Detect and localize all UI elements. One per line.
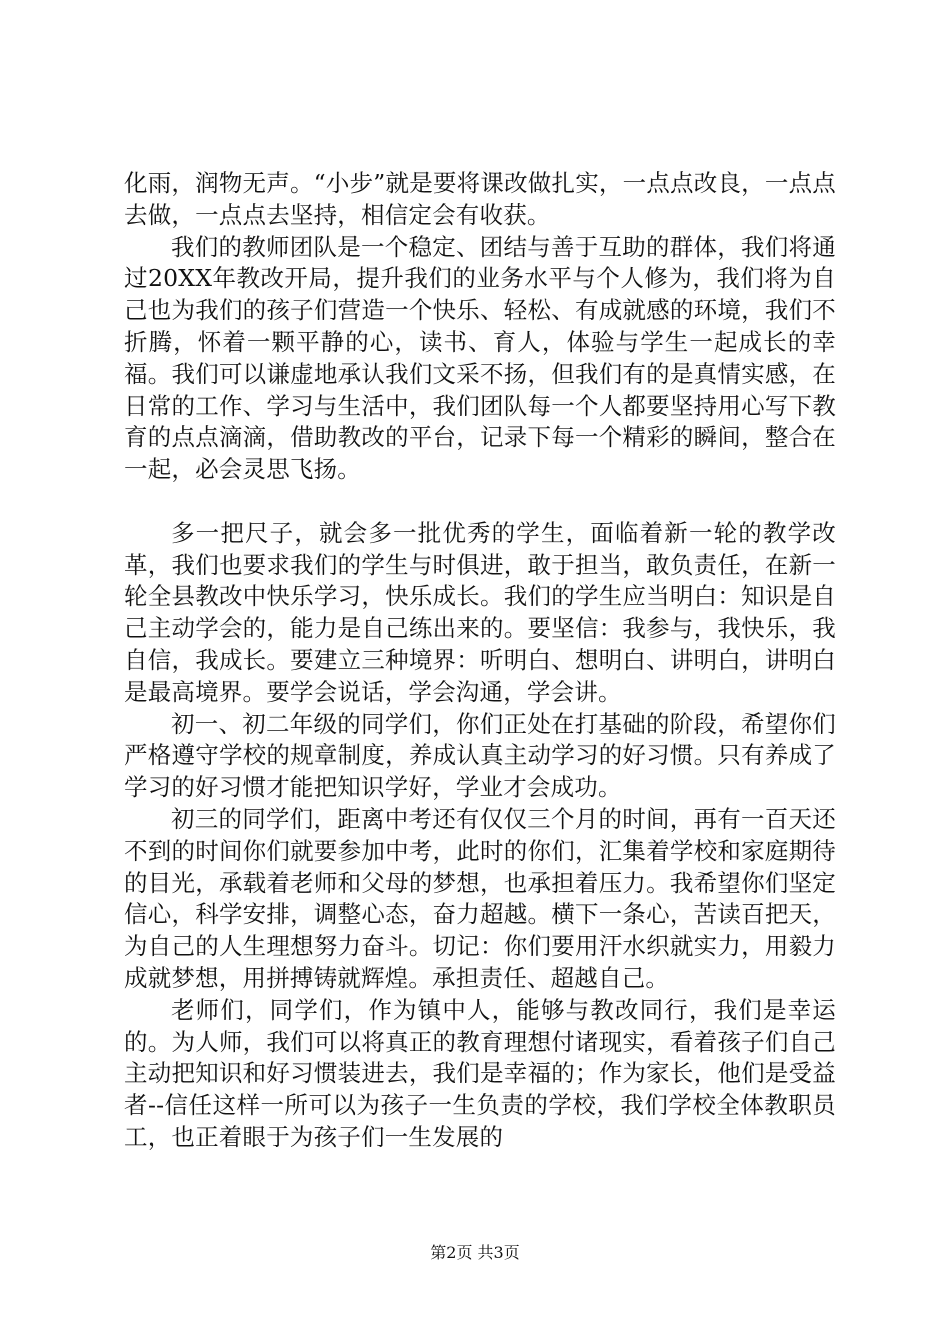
document-body	[124, 168, 836, 1154]
paragraph-teachers-students: 老师们，同学们，作为镇中人，能够与教改同行，我们是幸运的。为人师，我们可以将真正的教育理想付诸现实，看着孩子们自己主动把知识和好习惯装进去，我们是幸福的；作为家长，他们是受益者--信任这样一所可以为孩子一生负责的学校，我们学校全体教职员工，也正着眼于为孩子们一生发展的	[124, 995, 836, 1151]
paragraph-grade-one-two: 初一、初二年级的同学们，你们正处在打基础的阶段，希望你们严格遵守学校的规章制度，养成认真主动学习的好习惯。只有养成了学习的好习惯才能把知识学好，学业才会成功。	[124, 709, 836, 802]
page-number-footer: 第2页 共3页	[430, 1243, 520, 1262]
paragraph-grade-three: 初三的同学们，距离中考还有仅仅三个月的时间，再有一百天还不到的时间你们就要参加中考，此时的你们，汇集着学校和家庭期待的目光，承载着老师和父母的梦想，也承担着压力。我希望你们坚定信心，科学安排，调整心态，奋力超越。横下一条心，苦读百把天，为自己的人生理想努力奋斗。切记：你们要用汗水织就实力，用毅力成就梦想，用拼搏铸就辉煌。承担责任、超越自己。	[124, 804, 836, 992]
paragraph-student-growth: 多一把尺子，就会多一批优秀的学生，面临着新一轮的教学改革，我们也要求我们的学生与时俱进，敢于担当，敢负责任，在新一轮全县教改中快乐学习，快乐成长。我们的学生应当明白：知识是自己主动学会的，能力是自己练出来的。要坚信：我参与，我快乐，我自信，我成长。要建立三种境界：听明白、想明白、讲明白，讲明白是最高境界。要学会说话，学会沟通，学会讲。	[124, 518, 836, 706]
paragraph-teacher-team: 我们的教师团队是一个稳定、团结与善于互助的群体，我们将通过20XX年教改开局，提升我们的业务水平与个人修为，我们将为自己也为我们的孩子们营造一个快乐、轻松、有成就感的环境，我们不折腾，怀着一颗平静的心，读书、育人，体验与学生一起成长的幸福。我们可以谦虚地承认我们文采不扬，但我们有的是真情实感，在日常的工作、学习与生活中，我们团队每一个人都要坚持用心写下教育的点点滴滴，借助教改的平台，记录下每一个精彩的瞬间，整合在一起，必会灵思飞扬。	[124, 232, 836, 484]
paragraph-continuation: 化雨，润物无声。“小步”就是要将课改做扎实，一点点改良，一点点去做，一点点去坚持，相信定会有收获。	[124, 169, 836, 229]
